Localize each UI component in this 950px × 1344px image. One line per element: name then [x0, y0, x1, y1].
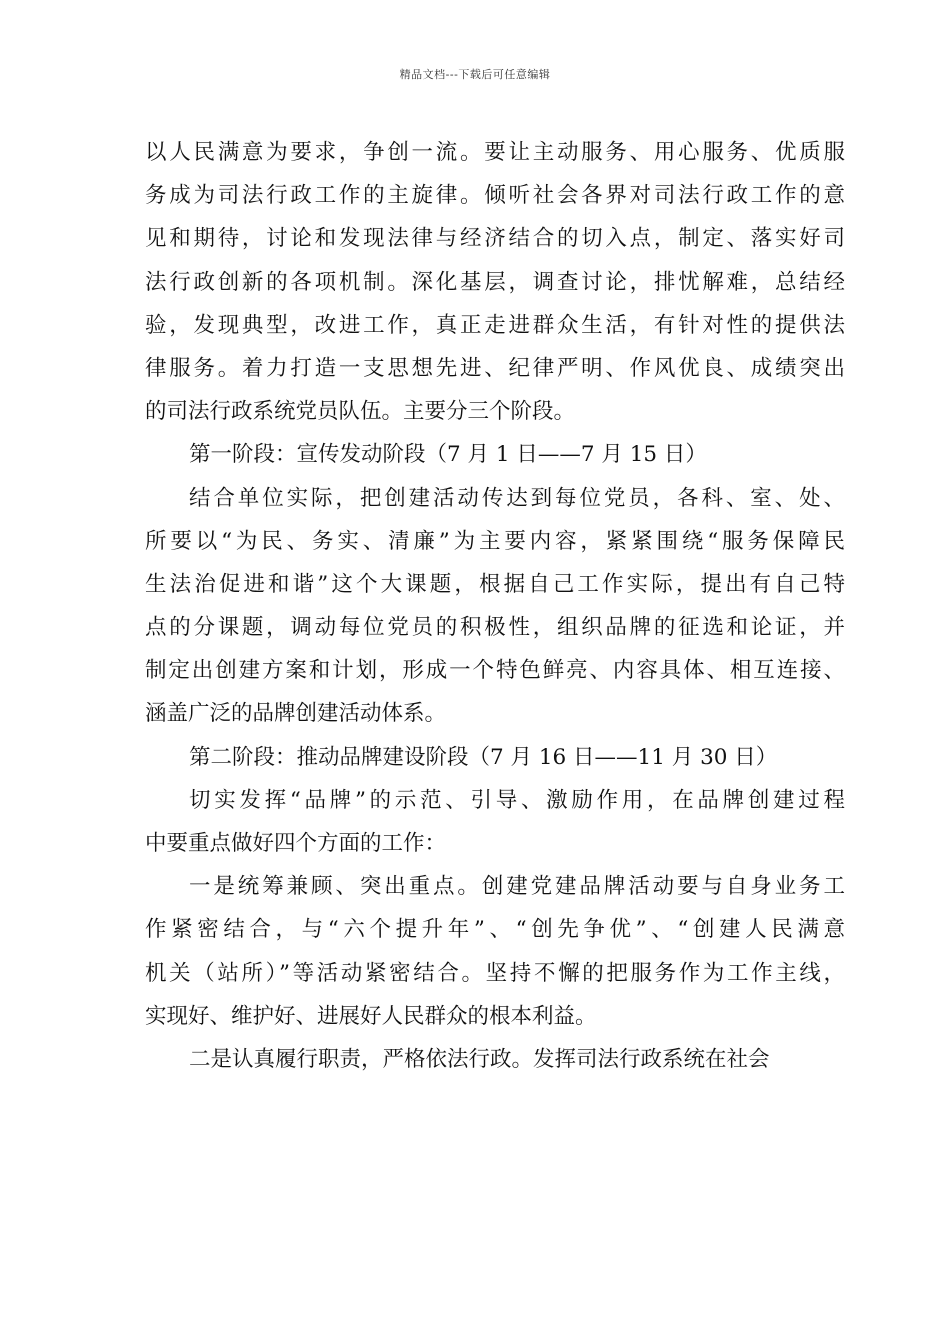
text-line: 一是统筹兼顾、突出重点。创建党建品牌活动要与自身业务工 — [189, 874, 845, 900]
text-line: 作紧密结合，与“六个提升年”、“创先争优”、“创建人民满意 — [145, 917, 845, 943]
text-line: 务成为司法行政工作的主旋律。倾听社会各界对司法行政工作的意 — [145, 183, 845, 209]
text-line: 二是认真履行职责，严格依法行政。发挥司法行政系统在社会 — [189, 1046, 770, 1072]
text-line: 机关（站所）”等活动紧密结合。坚持不懈的把服务作为工作主线， — [145, 960, 845, 986]
text-line: 律服务。着力打造一支思想先进、纪律严明、作风优良、成绩突出 — [145, 355, 845, 381]
text-line: 涵盖广泛的品牌创建活动体系。 — [145, 701, 447, 727]
text-line: 中要重点做好四个方面的工作： — [145, 831, 447, 856]
text-line: 切实发挥“品牌”的示范、引导、激励作用，在品牌创建过程 — [189, 787, 845, 813]
text-line: 制定出创建方案和计划，形成一个特色鲜亮、内容具体、相互连接、 — [145, 658, 845, 684]
text-line: 见和期待，讨论和发现法律与经济结合的切入点，制定、落实好司 — [145, 226, 845, 252]
text-line: 实现好、维护好、进展好人民群众的根本利益。 — [145, 1003, 597, 1029]
document-body — [145, 131, 845, 1081]
page-header: 精品文档---下载后可任意编辑 — [399, 68, 551, 81]
text-line: 生法治促进和谐”这个大课题，根据自己工作实际，提出有自己特 — [145, 571, 845, 597]
text-line: 第二阶段：推动品牌建设阶段（7 月 16 日——11 月 30 日） — [189, 744, 778, 770]
text-line: 第一阶段：宣传发动阶段（7 月 1 日——7 月 15 日） — [189, 442, 707, 468]
text-line: 法行政创新的各项机制。深化基层，调查讨论，排忧解难，总结经 — [145, 269, 845, 295]
text-line: 验，发现典型，改进工作，真正走进群众生活，有针对性的提供法 — [145, 312, 845, 338]
text-line: 结合单位实际，把创建活动传达到每位党员，各科、室、处、 — [189, 485, 845, 511]
text-line: 所要以“为民、务实、清廉”为主要内容，紧紧围绕“服务保障民 — [145, 528, 845, 554]
text-line: 以人民满意为要求，争创一流。要让主动服务、用心服务、优质服 — [145, 140, 845, 165]
text-line: 点的分课题，调动每位党员的积极性，组织品牌的征选和论证，并 — [145, 615, 845, 641]
text-line: 的司法行政系统党员队伍。主要分三个阶段。 — [145, 399, 576, 425]
